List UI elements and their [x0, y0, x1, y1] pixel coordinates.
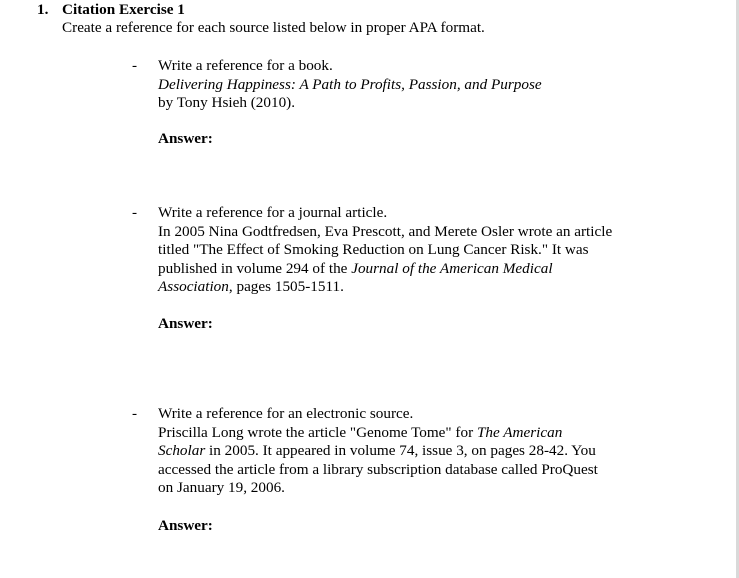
magazine-name-part1: The American: [476, 423, 563, 441]
journal-name-part1: Journal of the American Medical: [351, 259, 553, 277]
list-bullet: -: [132, 405, 138, 422]
journal-line-2: titled "The Effect of Smoking Reduction on Lung Cancer Risk." It was: [158, 241, 589, 258]
exercise-title: Citation Exercise 1: [62, 1, 185, 18]
journal-line-1: In 2005 Nina Godtfredsen, Eva Prescott, and Merete Osler wrote an article: [158, 222, 613, 240]
item-prompt: Write a reference for a book.: [158, 57, 333, 74]
item-prompt: Write a reference for a journal article.: [158, 204, 388, 221]
electronic-line-3: accessed the article from a library subscription database called ProQuest: [158, 460, 598, 478]
answer-label-journal: Answer:: [158, 315, 213, 332]
electronic-line-4: on January 19, 2006.: [158, 479, 285, 496]
electronic-line-2: [158, 442, 678, 461]
exercise-heading: [37, 1, 185, 20]
list-bullet: -: [132, 204, 138, 221]
item-text: [158, 405, 678, 498]
journal-name-part2: Association: [158, 278, 229, 295]
electronic-line-2-text: in 2005. It appeared in volume 74, issue 3, on pages 28-42. You: [205, 442, 596, 459]
journal-line-4: [158, 278, 678, 297]
book-author-line: by Tony Hsieh (2010).: [158, 94, 296, 111]
item-prompt: Write a reference for an electronic source.: [158, 405, 414, 422]
exercise-instruction: Create a reference for each source listed below in proper APA format.: [62, 19, 485, 36]
magazine-name-part2: Scholar: [158, 442, 206, 459]
item-text: [158, 57, 678, 113]
journal-line-3-text: published in volume 294 of the: [158, 259, 352, 277]
answer-label-book: Answer:: [158, 130, 213, 147]
journal-line-3: [158, 260, 678, 279]
item-text: [158, 204, 678, 297]
electronic-line-1: [158, 424, 678, 443]
answer-label-electronic: Answer:: [158, 517, 213, 534]
journal-pages: , pages 1505-1511.: [228, 278, 344, 295]
list-bullet: -: [132, 57, 138, 74]
exercise-number: 1.: [37, 1, 49, 18]
book-title: Delivering Happiness: A Path to Profits, Passion, and Purpose: [158, 75, 542, 93]
electronic-line-1-text: Priscilla Long wrote the article "Genome Tome" for: [158, 423, 477, 441]
